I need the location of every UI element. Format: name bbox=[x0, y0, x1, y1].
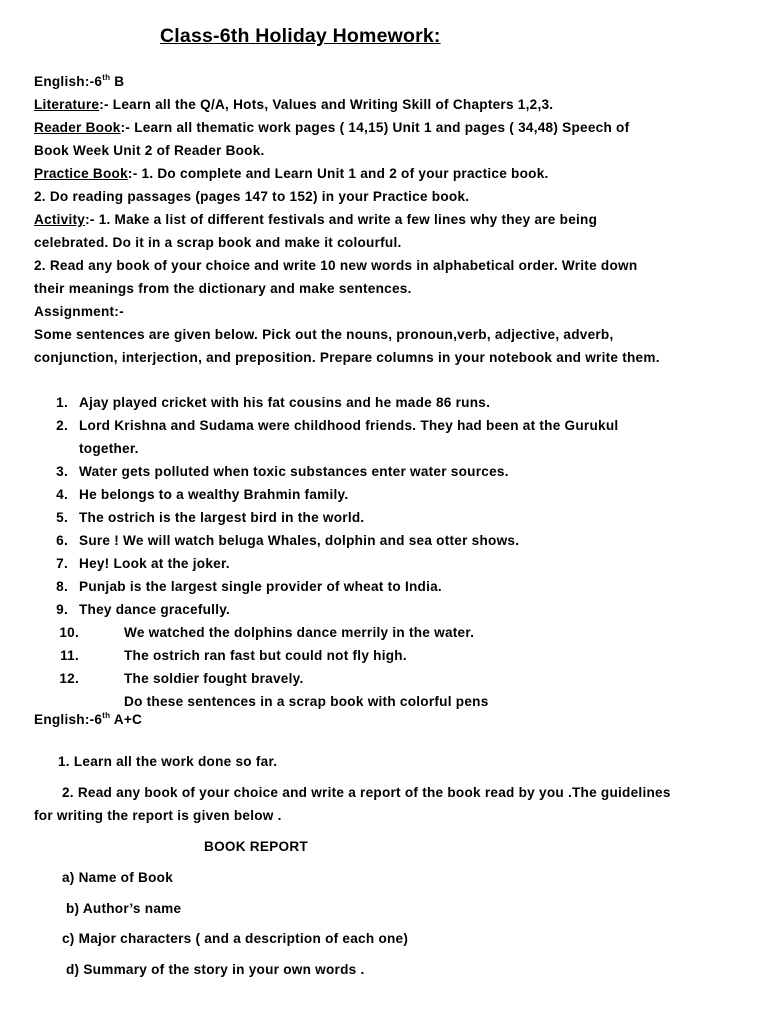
list-item: 12. The soldier fought bravely. bbox=[59, 671, 304, 686]
book-report-item: b) Author’s name bbox=[66, 901, 182, 916]
activity-line-2: celebrated. Do it in a scrap book and make it colourful. bbox=[34, 235, 402, 250]
reader-book-line-2: Book Week Unit 2 of Reader Book. bbox=[34, 143, 265, 158]
list-item: 1. Ajay played cricket with his fat cousins and he made 86 runs. bbox=[56, 395, 491, 410]
activity-2-line-2: their meanings from the dictionary and make sentences. bbox=[34, 281, 412, 296]
book-report-item: d) Summary of the story in your own words . bbox=[66, 962, 365, 977]
activity-label: Activity bbox=[34, 212, 86, 227]
book-report-item: c) Major characters ( and a description of each one) bbox=[62, 931, 409, 946]
scrap-book-note: Do these sentences in a scrap book with colorful pens bbox=[124, 694, 489, 709]
list-item-continuation: together. bbox=[79, 441, 139, 456]
assignment-line-2: conjunction, interjection, and preposition. Prepare columns in your notebook and write them. bbox=[34, 350, 660, 365]
assignment-label: Assignment:- bbox=[34, 304, 124, 319]
list-item: 4. He belongs to a wealthy Brahmin family. bbox=[56, 487, 349, 502]
assignment-line-1: Some sentences are given below. Pick out the nouns, pronoun,verb, adjective, adverb, bbox=[34, 327, 614, 342]
activity-line: Activity:- 1. Make a list of different festivals and write a few lines why they are being bbox=[34, 212, 598, 227]
practice-book-label: Practice Book bbox=[34, 166, 128, 181]
reader-book-line: Reader Book:- Learn all thematic work pages ( 14,15) Unit 1 and pages ( 34,48) Speech of bbox=[34, 120, 630, 135]
list-item: 10. We watched the dolphins dance merrily in the water. bbox=[59, 625, 475, 640]
list-item: 5. The ostrich is the largest bird in the world. bbox=[56, 510, 365, 525]
literature-line: Literature:- Learn all the Q/A, Hots, Values and Writing Skill of Chapters 1,2,3. bbox=[34, 97, 554, 112]
book-report-heading: BOOK REPORT bbox=[204, 839, 308, 854]
list-item: 8. Punjab is the largest single provider of wheat to India. bbox=[56, 579, 442, 594]
page-title: Class-6th Holiday Homework: bbox=[160, 25, 441, 47]
literature-label: Literature bbox=[34, 97, 100, 112]
list-item: 11. The ostrich ran fast but could not fly high. bbox=[60, 648, 407, 663]
activity-2-line-1: 2. Read any book of your choice and write 10 new words in alphabetical order. Write down bbox=[34, 258, 638, 273]
practice-book-line: Practice Book:- 1. Do complete and Learn Unit 1 and 2 of your practice book. bbox=[34, 166, 549, 181]
list-item: 3. Water gets polluted when toxic substances enter water sources. bbox=[56, 464, 509, 479]
list-item: 7. Hey! Look at the joker. bbox=[56, 556, 230, 571]
practice-book-line-2: 2. Do reading passages (pages 147 to 152) in your Practice book. bbox=[34, 189, 470, 204]
list-item: 9. They dance gracefully. bbox=[56, 602, 231, 617]
section-heading-ac: English:-6th A+C bbox=[34, 711, 143, 727]
ac-item-1: 1. Learn all the work done so far. bbox=[58, 754, 278, 769]
sentence-list bbox=[34, 391, 744, 713]
ac-item-2-line-1: 2. Read any book of your choice and write a report of the book read by you .The guidelines bbox=[62, 785, 671, 800]
section-english-6b bbox=[34, 70, 744, 369]
list-item: 2. Lord Krishna and Sudama were childhood friends. They had been at the Gurukul bbox=[56, 418, 619, 433]
reader-book-label: Reader Book bbox=[34, 120, 121, 135]
section-heading: English:-6th B bbox=[34, 73, 125, 89]
list-item: 6. Sure ! We will watch beluga Whales, dolphin and sea otter shows. bbox=[56, 533, 520, 548]
book-report-item: a) Name of Book bbox=[62, 870, 174, 885]
ac-item-2-line-2: for writing the report is given below . bbox=[34, 808, 282, 823]
